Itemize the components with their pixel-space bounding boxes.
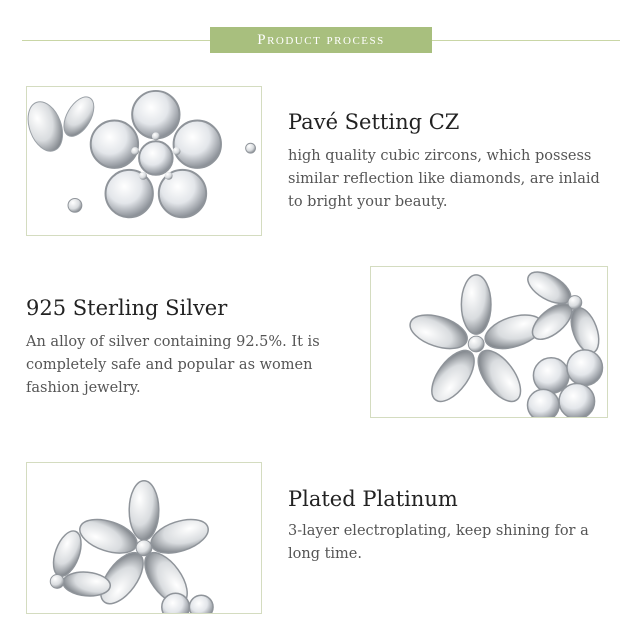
feature-title-pave: Pavé Setting CZ (288, 110, 460, 134)
feature-title-platinum: Plated Platinum (288, 487, 458, 511)
feature-title-silver: 925 Sterling Silver (26, 296, 228, 320)
feature-image-platinum (26, 462, 262, 614)
feature-description-pave: high quality cubic zircons, which possess similar reflection like diamonds, are inlaid to bright your beauty. (288, 148, 600, 210)
silver-flower-earring-icon (371, 267, 607, 417)
header-divider-right (432, 40, 620, 41)
platinum-flower-earring-icon (27, 463, 261, 613)
zircon-flower-earring-icon (27, 87, 261, 235)
feature-image-silver (370, 266, 608, 418)
section-header: Product process (210, 27, 432, 53)
feature-image-pave (26, 86, 262, 236)
feature-description-silver: An alloy of silver containing 92.5%. It is completely safe and popular as women fashion jewelry. (26, 334, 320, 396)
header-divider-left (22, 40, 210, 41)
feature-description-platinum: 3-layer electroplating, keep shining for a long time. (288, 523, 589, 562)
